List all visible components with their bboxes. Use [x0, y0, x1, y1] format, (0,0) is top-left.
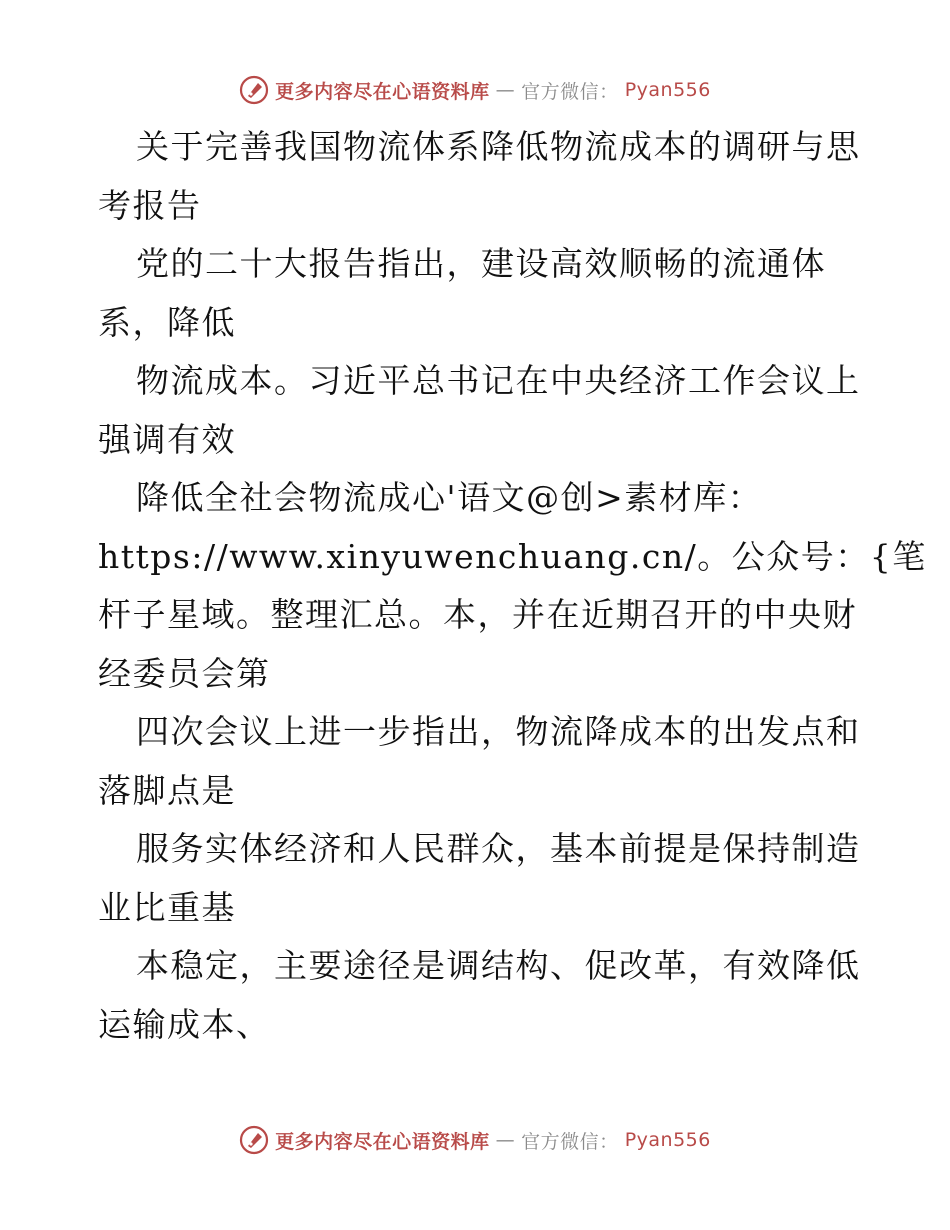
body-line: 系，降低 — [98, 302, 236, 342]
body-line: 运输成本、 — [98, 1004, 271, 1044]
body-line: 杆子星域。整理汇总。本，并在近期召开的中央财 — [98, 595, 857, 634]
banner-wechat-id: Pyan556 — [624, 79, 711, 101]
banner-main-text: 更多内容尽在心语资料库 — [275, 1130, 490, 1153]
banner-main-text: 更多内容尽在心语资料库 — [275, 80, 490, 103]
body-line: 经委员会第 — [98, 653, 271, 693]
body-line: 降低全社会物流成心'语文@创>素材库： — [136, 478, 763, 517]
body-line: 业比重基 — [98, 887, 236, 927]
body-line: 党的二十大报告指出，建设高效顺畅的流通体 — [136, 244, 826, 283]
banner-wechat-label: 官方微信： — [521, 80, 619, 103]
body-line: 物流成本。习近平总书记在中央经济工作会议上 — [136, 361, 861, 400]
pen-nib-logo-icon — [239, 75, 269, 105]
body-line: 强调有效 — [98, 419, 236, 459]
body-line: 服务实体经济和人民群众，基本前提是保持制造 — [136, 829, 861, 868]
banner-wechat-id: Pyan556 — [624, 1129, 711, 1151]
pen-nib-logo-icon — [239, 1125, 269, 1155]
header-watermark-banner — [0, 70, 950, 110]
banner-wechat-label: 官方微信： — [521, 1130, 619, 1153]
body-line: 本稳定，主要途径是调结构、促改革，有效降低 — [136, 946, 861, 985]
banner-dash: — — [495, 1129, 516, 1151]
body-line-url: https://www.xinyuwenchuang.cn/。公众号：{笔 — [98, 536, 927, 576]
body-line: 四次会议上进一步指出，物流降成本的出发点和 — [136, 712, 861, 751]
document-body — [98, 118, 927, 1054]
body-line: 落脚点是 — [98, 770, 236, 810]
title-line-1: 关于完善我国物流体系降低物流成本的调研与思 — [136, 127, 861, 166]
title-line-2: 考报告 — [98, 185, 202, 225]
banner-dash: — — [495, 79, 516, 101]
footer-watermark-banner — [0, 1120, 950, 1160]
